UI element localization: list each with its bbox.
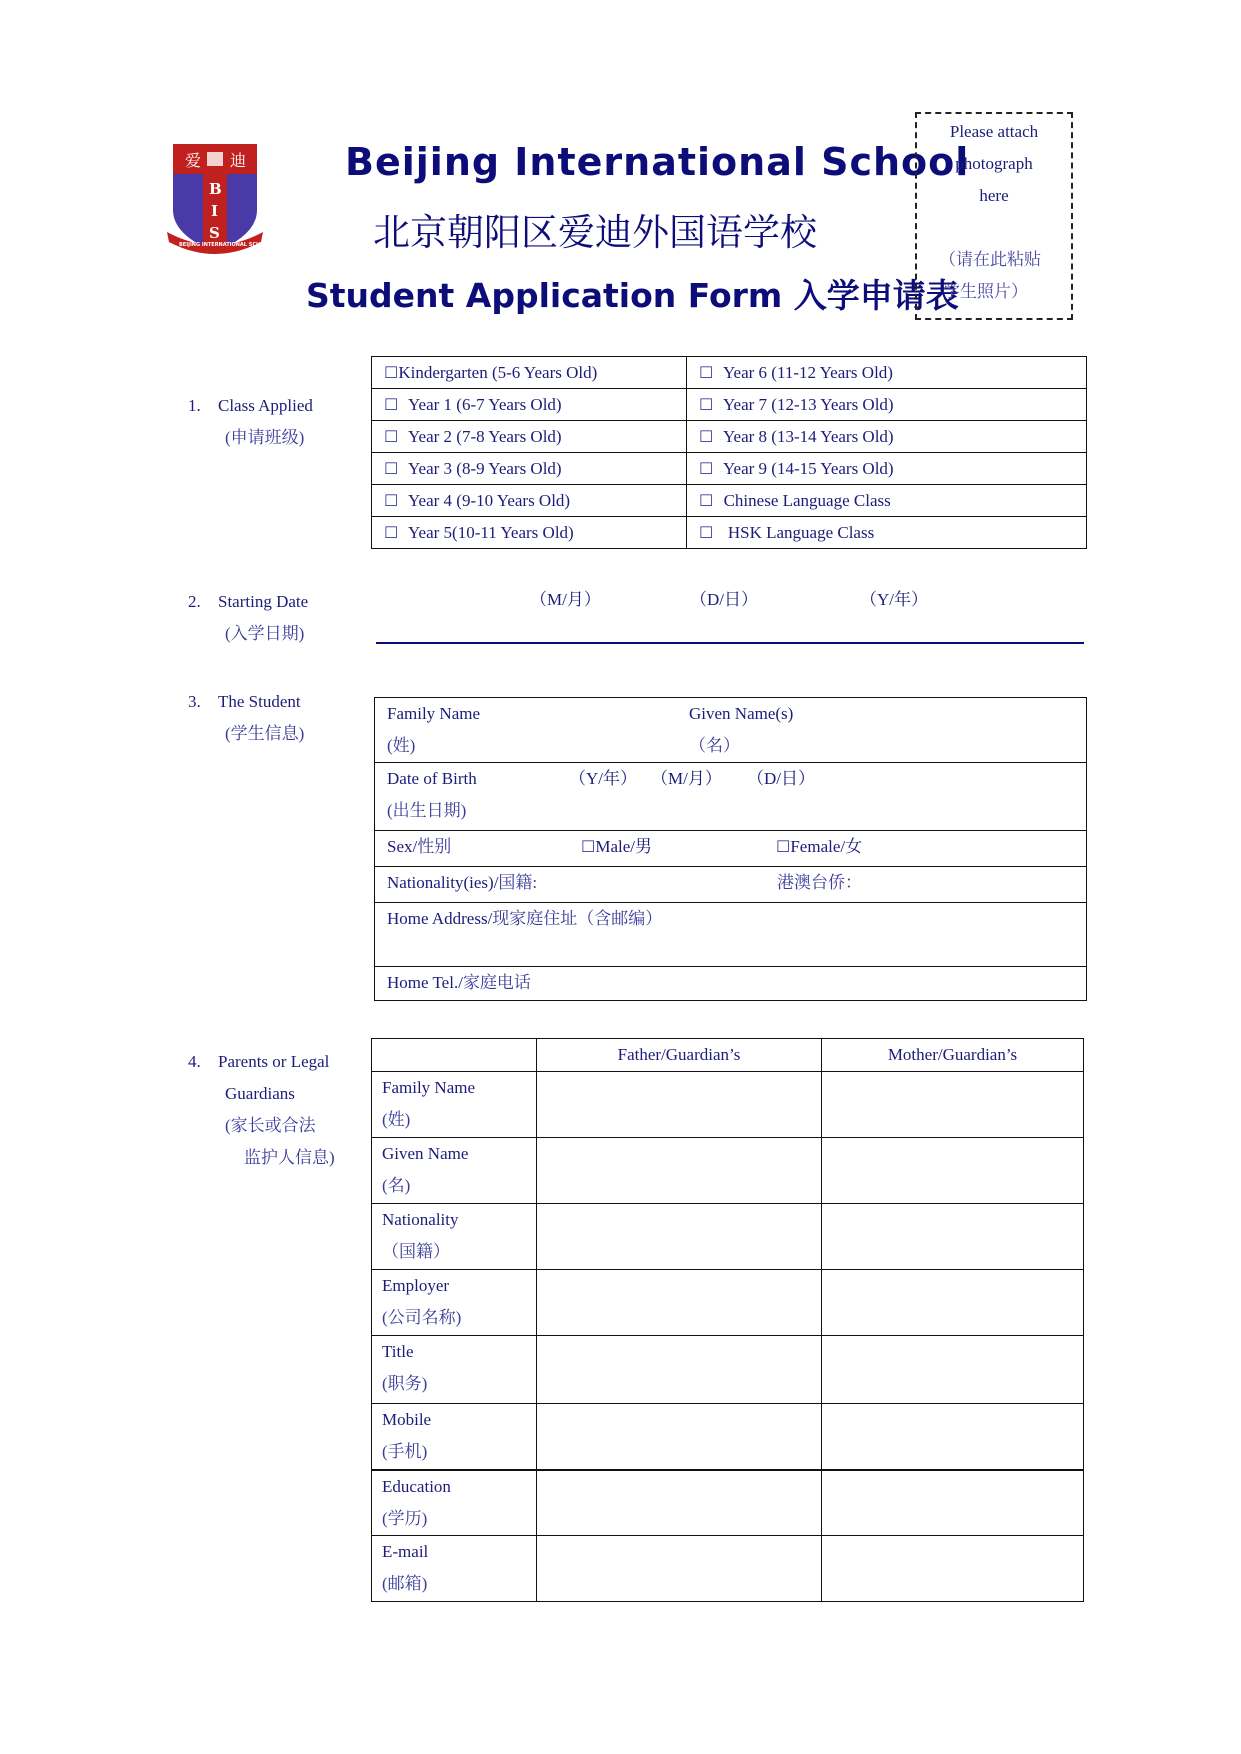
checkbox-icon[interactable]: ☐ bbox=[699, 460, 714, 478]
nationality-label: Nationality(ies)/ bbox=[387, 873, 499, 892]
father-given-name-cell[interactable] bbox=[537, 1138, 822, 1204]
dob-year-label: （Y/年） bbox=[569, 769, 637, 788]
class-option-label: Year 6 (11-12 Years Old) bbox=[722, 362, 893, 382]
label-cn: (申请班级) bbox=[225, 428, 305, 447]
sex-label-cn: 性别 bbox=[417, 837, 452, 856]
row-label-cn: (公司名称) bbox=[382, 1308, 462, 1327]
row-label-cn: (名) bbox=[382, 1176, 411, 1195]
row-label bbox=[372, 1270, 537, 1336]
class-options-table bbox=[371, 356, 1087, 549]
father-mobile-cell[interactable] bbox=[537, 1404, 822, 1470]
form-subtitle: Student Application Form 入学申请表 bbox=[306, 276, 959, 315]
photo-text-line-cn: 学生照片） bbox=[943, 282, 1028, 301]
class-option[interactable] bbox=[687, 453, 1087, 485]
section-number: 4. bbox=[188, 1052, 201, 1071]
row-label-cn: (职务) bbox=[382, 1374, 428, 1393]
svg-text:爱: 爱 bbox=[185, 151, 202, 170]
svg-text:I: I bbox=[211, 202, 219, 220]
class-option[interactable] bbox=[687, 357, 1087, 389]
checkbox-icon[interactable]: ☐ bbox=[699, 492, 714, 510]
nationality-row[interactable] bbox=[375, 867, 1087, 903]
parents-table bbox=[371, 1038, 1084, 1602]
photo-text-line-cn: （请在此粘贴 bbox=[939, 250, 1041, 269]
label-en: The Student bbox=[218, 692, 301, 711]
section-number: 3. bbox=[188, 692, 201, 711]
home-address-row[interactable] bbox=[375, 903, 1087, 967]
section-2-label bbox=[188, 586, 308, 650]
checkbox-icon[interactable]: ☐ bbox=[384, 492, 399, 510]
dob-label-cn: (出生日期) bbox=[387, 801, 467, 820]
father-email-cell[interactable] bbox=[537, 1536, 822, 1602]
row-label bbox=[372, 1204, 537, 1270]
dob-label: Date of Birth bbox=[387, 769, 477, 788]
label-en: Starting Date bbox=[218, 592, 309, 611]
label-cn: (入学日期) bbox=[225, 624, 305, 643]
home-address-label-cn: 现家庭住址（含邮编） bbox=[492, 909, 663, 928]
class-option-label: Year 7 (12-13 Years Old) bbox=[722, 394, 894, 414]
class-option-label: Kindergarten (5-6 Years Old) bbox=[398, 362, 598, 382]
student-name-row[interactable] bbox=[375, 698, 1087, 763]
class-option[interactable] bbox=[372, 485, 687, 517]
class-option-label: Year 8 (13-14 Years Old) bbox=[722, 426, 894, 446]
class-option[interactable] bbox=[372, 357, 687, 389]
svg-text:B: B bbox=[209, 180, 222, 198]
row-label-cn: (手机) bbox=[382, 1442, 428, 1461]
label-cn: (学生信息) bbox=[225, 724, 305, 743]
starting-day-label: （D/日） bbox=[690, 590, 758, 609]
class-option[interactable] bbox=[372, 389, 687, 421]
row-label bbox=[372, 1336, 537, 1404]
column-header-mother: Mother/Guardian’s bbox=[822, 1039, 1084, 1072]
title-chinese: 北京朝阳区爱迪外国语学校 bbox=[373, 211, 817, 254]
row-label-en: Family Name bbox=[382, 1078, 476, 1097]
mother-employer-cell[interactable] bbox=[822, 1270, 1084, 1336]
label-en: Guardians bbox=[225, 1084, 295, 1103]
section-number: 2. bbox=[188, 592, 201, 611]
class-option-label: Year 5(10-11 Years Old) bbox=[407, 522, 574, 542]
class-option-label: Year 9 (14-15 Years Old) bbox=[722, 458, 894, 478]
checkbox-icon[interactable]: ☐ bbox=[384, 428, 399, 446]
photo-text-line: here bbox=[979, 186, 1009, 205]
hk-macau-taiwan-label: 港澳台侨： bbox=[777, 873, 862, 892]
date-of-birth-row[interactable] bbox=[375, 763, 1087, 831]
section-4-label bbox=[188, 1046, 335, 1174]
student-info-table bbox=[374, 697, 1087, 1001]
class-option-label: Year 3 (8-9 Years Old) bbox=[407, 458, 562, 478]
starting-year-label: （Y/年） bbox=[860, 590, 928, 609]
checkbox-icon[interactable]: ☐ bbox=[384, 524, 399, 542]
class-option-label: Year 2 (7-8 Years Old) bbox=[407, 426, 562, 446]
svg-text:S: S bbox=[209, 224, 220, 242]
home-address-label: Home Address/ bbox=[387, 909, 493, 928]
label-cn: 监护人信息) bbox=[244, 1148, 335, 1167]
photo-text-line: photograph bbox=[955, 154, 1033, 173]
nationality-label-cn: 国籍: bbox=[498, 873, 538, 892]
row-label bbox=[372, 1072, 537, 1138]
class-option[interactable] bbox=[687, 421, 1087, 453]
checkbox-icon[interactable]: ☐ bbox=[699, 364, 714, 382]
row-label bbox=[372, 1138, 537, 1204]
checkbox-icon[interactable]: ☐ bbox=[699, 524, 714, 542]
label-cn: (家长或合法 bbox=[225, 1116, 316, 1135]
svg-text:BEIJING INTERNATIONAL SCHOOL: BEIJING INTERNATIONAL SCHOOL bbox=[179, 242, 265, 248]
class-option-label: Chinese Language Class bbox=[723, 490, 891, 510]
mother-nationality-cell[interactable] bbox=[822, 1204, 1084, 1270]
class-option[interactable] bbox=[372, 421, 687, 453]
father-family-name-cell[interactable] bbox=[537, 1072, 822, 1138]
male-option[interactable] bbox=[581, 831, 776, 864]
checkbox-icon[interactable]: ☐ bbox=[384, 460, 399, 478]
label-en: Parents or Legal bbox=[218, 1052, 330, 1071]
mother-family-name-cell[interactable] bbox=[822, 1072, 1084, 1138]
dob-day-label: （D/日） bbox=[747, 769, 815, 788]
photo-box[interactable] bbox=[915, 112, 1073, 320]
mother-education-cell[interactable] bbox=[822, 1470, 1084, 1536]
home-tel-row[interactable] bbox=[375, 967, 1087, 1001]
sex-label: Sex/ bbox=[387, 837, 418, 856]
row-label bbox=[372, 1536, 537, 1602]
class-option-label: HSK Language Class bbox=[727, 522, 875, 542]
section-3-label bbox=[188, 686, 304, 750]
dob-month-label: （M/月） bbox=[651, 769, 722, 788]
row-label-cn: (姓) bbox=[382, 1110, 411, 1129]
title-english: Beijing International School bbox=[345, 140, 970, 184]
checkbox-icon[interactable]: ☐ bbox=[699, 396, 714, 414]
home-tel-label: Home Tel./ bbox=[387, 973, 463, 992]
female-option[interactable] bbox=[776, 831, 862, 864]
male-label: Male/男 bbox=[595, 837, 652, 856]
checkbox-icon[interactable]: ☐ bbox=[776, 839, 791, 856]
row-label-cn: (学历) bbox=[382, 1508, 428, 1528]
checkbox-icon[interactable]: ☐ bbox=[384, 396, 399, 414]
family-name-label-cn: (姓) bbox=[387, 736, 416, 755]
class-option-label: Year 4 (9-10 Years Old) bbox=[407, 490, 571, 510]
checkbox-icon[interactable]: ☐ bbox=[699, 428, 714, 446]
given-name-label: Given Name(s) bbox=[689, 704, 794, 723]
label-en: Class Applied bbox=[218, 396, 313, 415]
row-label-en: Education bbox=[382, 1476, 451, 1496]
home-tel-label-cn: 家庭电话 bbox=[462, 973, 531, 992]
checkbox-icon[interactable]: ☐ bbox=[384, 364, 399, 382]
father-title-cell[interactable] bbox=[537, 1336, 822, 1404]
header-empty bbox=[372, 1039, 537, 1072]
mother-title-cell[interactable] bbox=[822, 1336, 1084, 1404]
mother-email-cell[interactable] bbox=[822, 1536, 1084, 1602]
family-name-label: Family Name bbox=[387, 704, 481, 723]
sex-row bbox=[375, 831, 1087, 867]
class-option[interactable] bbox=[687, 517, 1087, 549]
father-nationality-cell[interactable] bbox=[537, 1204, 822, 1270]
column-header-father: Father/Guardian’s bbox=[537, 1039, 822, 1072]
class-option[interactable] bbox=[687, 485, 1087, 517]
starting-date-input-line[interactable] bbox=[376, 640, 1084, 644]
father-employer-cell[interactable] bbox=[537, 1270, 822, 1336]
class-option-label: Year 1 (6-7 Years Old) bbox=[407, 394, 562, 414]
row-label-en: Mobile bbox=[382, 1410, 432, 1429]
class-option[interactable] bbox=[372, 517, 687, 549]
row-label bbox=[372, 1404, 537, 1470]
mother-mobile-cell[interactable] bbox=[822, 1404, 1084, 1470]
row-label-en: Given Name bbox=[382, 1144, 469, 1163]
row-label-cn: （国籍） bbox=[382, 1242, 450, 1261]
starting-month-label: （M/月） bbox=[530, 590, 601, 609]
section-1-label bbox=[188, 390, 313, 454]
mother-given-name-cell[interactable] bbox=[822, 1138, 1084, 1204]
female-label: Female/女 bbox=[790, 837, 863, 856]
given-name-label-cn: （名） bbox=[689, 736, 740, 755]
row-label-cn: (邮箱) bbox=[382, 1574, 428, 1593]
section-number: 1. bbox=[188, 396, 201, 415]
class-option[interactable] bbox=[687, 389, 1087, 421]
row-label-en: Title bbox=[382, 1342, 414, 1361]
school-logo bbox=[165, 140, 265, 260]
class-option[interactable] bbox=[372, 453, 687, 485]
row-label-en: E-mail bbox=[382, 1542, 429, 1561]
svg-text:迪: 迪 bbox=[230, 151, 247, 170]
checkbox-icon[interactable]: ☐ bbox=[581, 839, 596, 856]
row-label bbox=[372, 1470, 537, 1536]
father-education-cell[interactable] bbox=[537, 1470, 822, 1536]
row-label-en: Nationality bbox=[382, 1210, 459, 1229]
row-label-en: Employer bbox=[382, 1276, 450, 1295]
photo-text-line: Please attach bbox=[949, 122, 1039, 141]
